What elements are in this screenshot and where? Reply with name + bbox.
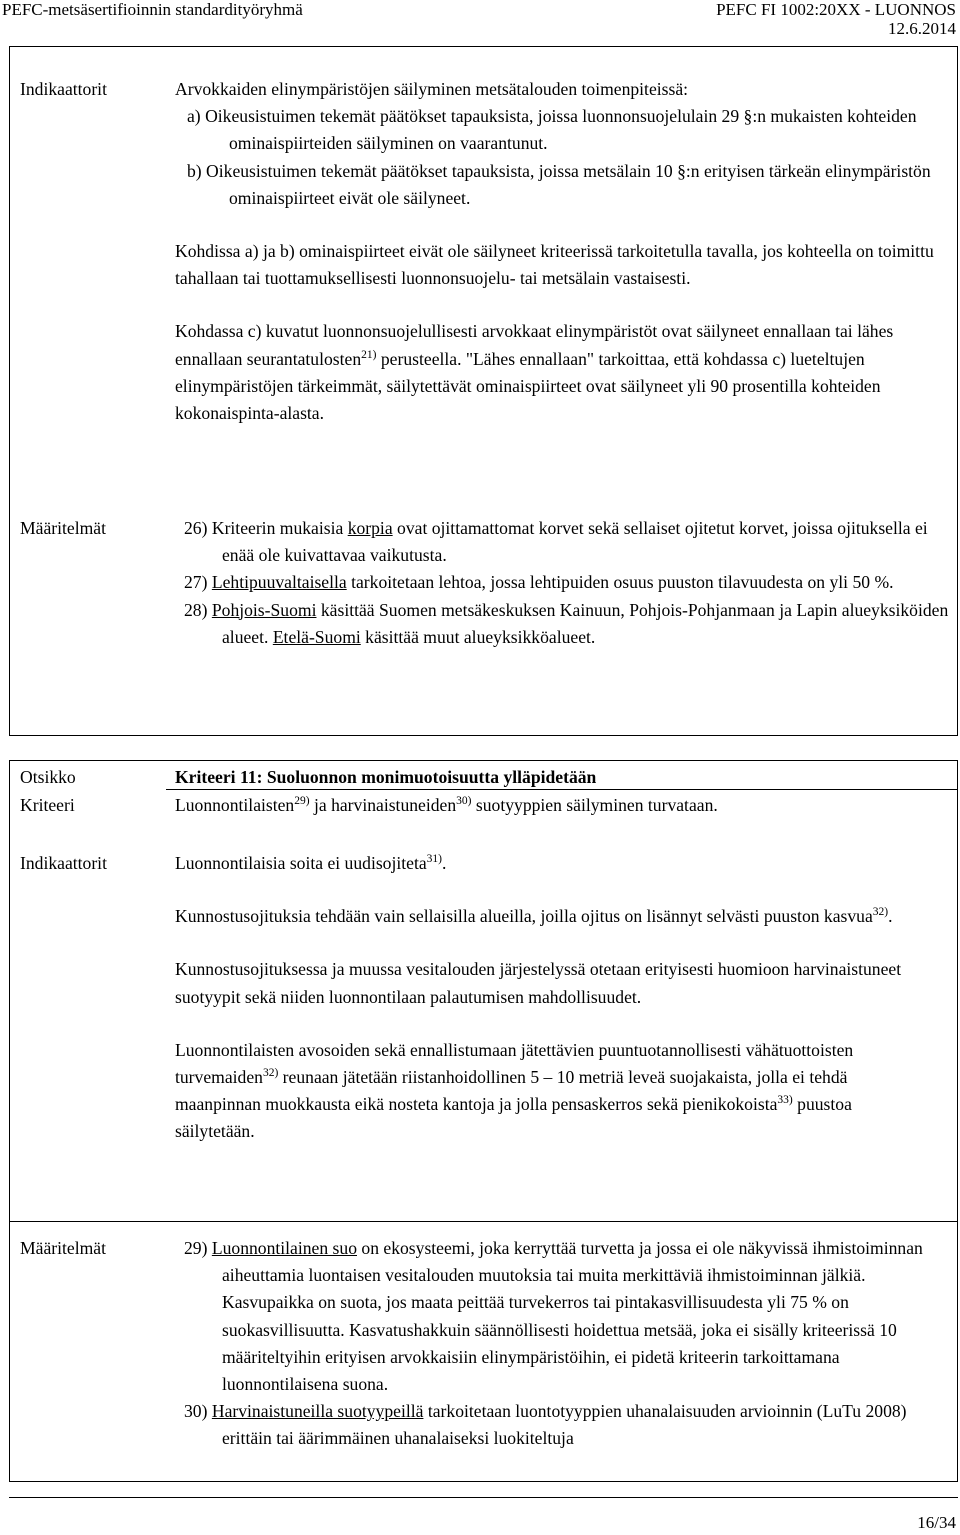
title-label: Otsikko xyxy=(20,767,76,787)
criteria-table-1 xyxy=(9,46,958,736)
indicators-intro: Arvokkaiden elinympäristöjen säilyminen metsätalouden toimenpiteissä: xyxy=(175,79,689,99)
header-left: PEFC-metsäsertifioinnin standardityöryhmä xyxy=(2,0,303,19)
definition-30: 30) Harvinaistuneilla suotyypeillä tarkoitetaan luontotyyppien uhanalaisuuden arvioinnin (LuTu 2008) erittäin tai äärimmäinen uhanalaiseksi luokiteltuja xyxy=(184,1401,907,1449)
definition-28: 28) Pohjois-Suomi käsittää Suomen metsäkeskuksen Kainuun, Pohjois-Pohjanmaan ja Lapin alueyksiköiden alueet. Etelä-Suomi käsittää muut alueyksikköalueet. xyxy=(184,599,949,647)
header-right xyxy=(716,0,956,38)
title-divider xyxy=(166,789,957,790)
header-doc-id: PEFC FI 1002:20XX - LUONNOS xyxy=(716,0,956,19)
definitions-content-2 xyxy=(184,1235,944,1453)
criterion-label: Kriteeri xyxy=(20,795,75,815)
indicators-label-2: Indikaattorit xyxy=(20,853,107,873)
definition-29: 29) Luonnontilainen suo on ekosysteemi, joka kerryttää turvetta ja jossa ei ole näkyvissä ihmistoiminnan aiheuttamia luontaisen vesitalouden muutoksia tai muita merkittäviä ihmistoiminnan jälkiä. Kasvupaikka on suota, jos maata peittää turvekerros tai pintakasvillisuudesta yli 75 % on suokasvillisuutta. Kasvatushakkuin säännöllisesti hoidettua metsää, joka ei sisälly kriteerissä 10 määriteltyihin erityisen arvokkaisiin elinympäristöihin, ei pidetä kriteerin tarkoittamana luonnontilaisena suona. xyxy=(184,1238,923,1395)
footnote-ref: 21) xyxy=(361,348,377,361)
term-lehtipuuvaltaisella: Lehtipuuvaltaisella xyxy=(211,572,347,593)
criteria-table-2 xyxy=(9,760,958,1482)
definition-27: 27) Lehtipuuvaltaisella tarkoitetaan lehtoa, jossa lehtipuiden osuus puuston tilavuudesta on yli 50 %. xyxy=(184,572,894,593)
indicator-2: Kunnostusojituksia tehdään vain sellaisilla alueilla, joilla ojitus on lisännyt selvästi puuston kasvua$^{32)}$. xyxy=(175,906,893,927)
term-harvinaistuneilla-suotyypeilla: Harvinaistuneilla suotyypeillä xyxy=(211,1401,424,1422)
indicators-label: Indikaattorit xyxy=(20,79,107,99)
term-luonnontilainen-suo: Luonnontilainen suo xyxy=(211,1238,357,1258)
header-date: 12.6.2014 xyxy=(888,19,956,38)
page-number: 16/34 xyxy=(917,1513,956,1532)
definition-26: 26) Kriteerin mukaisia korpia ovat ojittamattomat korvet sekä sellaiset ojitetut korvet, joissa ojituksella ei enää ole kuivattavaa vaikutusta. xyxy=(184,518,928,566)
footer-rule xyxy=(9,1497,958,1498)
definitions-label: Määritelmät xyxy=(20,518,106,538)
indicator-1: Luonnontilaisia soita ei uudisojiteta$^{31)}$. xyxy=(175,853,447,873)
term-korpia: korpia xyxy=(347,518,393,538)
definitions-content xyxy=(184,515,949,651)
indicator-4: Luonnontilaisten avosoiden sekä ennallistumaan jätettävien puuntuotannollisesti vähätuottoisten turvemaiden$^{32)}$ reunaan jätetään riistanhoidollinen 5 – 10 metriä leveä suojakaista, jolla ei tehdä maanpinnan muokkausta eikä nosteta kantoja ja jolla pensaskerros sekä pienikokoista$^{33)}$ puustoa säilytetään. xyxy=(175,1039,854,1142)
indicator-paragraph-1: Kohdissa a) ja b) ominaispiirteet eivät ole säilyneet kriteerissä tarkoitetulla tavalla, jos kohteella on toimittu tahallaan tai tuottamuksellisesti luonnonsuojelu- tai metsälain vastaisesti. xyxy=(175,241,934,289)
term-pohjois-suomi: Pohjois-Suomi xyxy=(211,599,317,620)
definitions-divider xyxy=(10,1221,957,1222)
term-etela-suomi: Etelä-Suomi xyxy=(272,626,361,647)
indicator-3: Kunnostusojituksessa ja muussa vesitalouden järjestelyssä otetaan erityisesti huomioon harvinaistuneet suotyypit sekä niiden luonnontilaan palautumisen mahdollisuudet. xyxy=(175,959,902,1007)
indicator-item-a: a) Oikeusistuimen tekemät päätökset tapauksista, joissa luonnonsuojelulain 29 §:n mukaisten kohteiden ominaispiirteiden säilyminen on vaarantunut. xyxy=(187,106,917,154)
indicator-item-b: b) Oikeusistuimen tekemät päätökset tapauksista, joissa metsälain 10 §:n erityisen tärkeän elinympäristön ominaispiirteet eivät ole säilyneet. xyxy=(187,160,931,208)
indicators-content-2 xyxy=(175,850,935,1146)
criterion-title: Kriteeri 11: Suoluonnon monimuotoisuutta ylläpidetään xyxy=(175,767,597,787)
criterion-text: Luonnontilaisten$^{29)}$ ja harvinaistuneiden$^{30)}$ suotyyppien säilyminen turvataan. xyxy=(175,795,718,815)
definitions-label-2: Määritelmät xyxy=(20,1238,106,1258)
indicator-paragraph-2: Kohdassa c) kuvatut luonnonsuojelullisesti arvokkaat elinympäristöt ovat säilyneet ennallaan tai lähes ennallaan seurantatulosten$^{21)}$ perusteella. "Lähes ennallaan" tarkoittaa, että kohdassa c) lueteltujen elinympäristöjen tärkeimmät, säilytettävät ominaispiirteet ovat säilyneet yli 90 prosentilla kohteiden kokonaispinta-alasta. xyxy=(175,321,894,424)
indicators-content xyxy=(175,76,949,427)
